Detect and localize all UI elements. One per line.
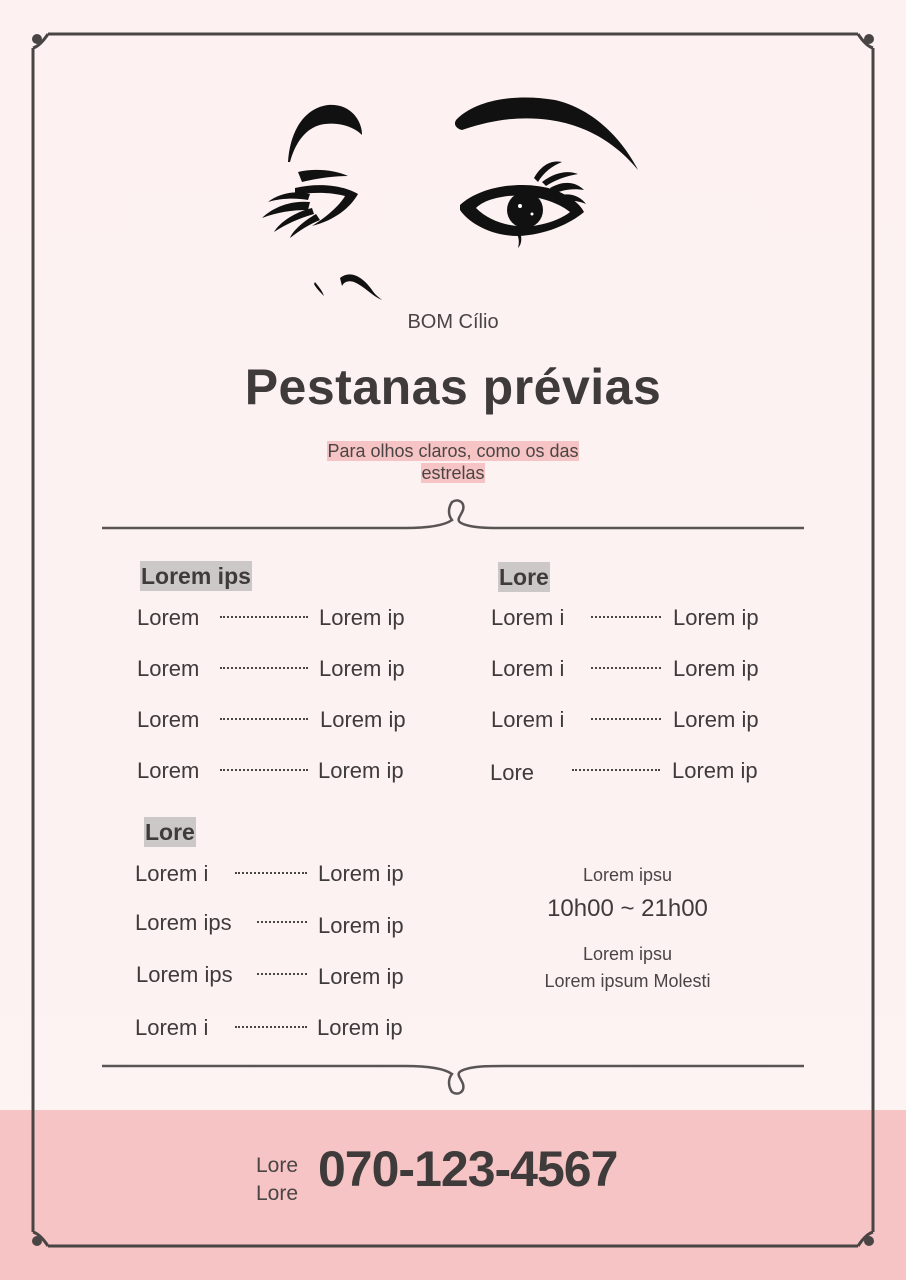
note-label-text: Lorem ipsu: [582, 944, 673, 964]
note-text: [520, 971, 735, 992]
item-name: Lorem i: [491, 605, 565, 630]
dotted-leader: [220, 769, 308, 771]
item-price: Lorem ip: [320, 707, 406, 732]
dotted-leader: [591, 667, 661, 669]
item-name: Lorem ips: [135, 910, 232, 935]
item-price: Lorem ip: [318, 964, 404, 989]
item-name: Lore: [490, 760, 535, 785]
hours-label: [520, 865, 735, 886]
note-text-value: Lorem ipsum Molesti: [544, 971, 711, 991]
dotted-leader: [220, 718, 308, 720]
note-label: [520, 944, 735, 965]
brand-name: BOM Cílio: [407, 311, 499, 333]
section-heading-3: Lore: [145, 819, 195, 845]
item-name: Lorem: [137, 605, 200, 630]
dotted-leader: [591, 718, 661, 720]
item-name: Lorem: [137, 758, 200, 783]
dotted-leader: [235, 872, 307, 874]
dotted-leader: [257, 973, 307, 975]
hours-time-text: 10h00 ~ 21h00: [547, 895, 708, 922]
subtitle-line-2: estrelas: [421, 463, 485, 483]
item-name: Lorem i: [135, 861, 209, 886]
dotted-leader: [257, 921, 307, 923]
item-price: Lorem ip: [673, 707, 759, 732]
item-price: Lorem ip: [672, 758, 758, 783]
item-name: Lorem i: [491, 707, 565, 732]
item-name: Lorem: [137, 707, 200, 732]
phone-label-line-2: Lore: [256, 1182, 299, 1205]
subtitle-line-1: Para olhos claros, como os das: [327, 441, 579, 461]
page-title: Pestanas prévias: [244, 359, 662, 415]
phone-number[interactable]: 070-123-4567: [318, 1141, 618, 1197]
dotted-leader: [591, 616, 661, 618]
dotted-leader: [235, 1026, 307, 1028]
section-heading-2: Lore: [499, 564, 549, 590]
dotted-leader: [220, 616, 308, 618]
item-price: Lorem ip: [318, 758, 404, 783]
item-price: Lorem ip: [319, 605, 405, 630]
item-name: Lorem i: [135, 1015, 209, 1040]
item-price: Lorem ip: [318, 913, 404, 938]
section-heading-1: Lorem ips: [141, 563, 251, 589]
item-price: Lorem ip: [673, 605, 759, 630]
phone-label-line-1: Lore: [256, 1154, 299, 1177]
item-price: Lorem ip: [317, 1015, 403, 1040]
item-name: Lorem i: [491, 656, 565, 681]
item-name: Lorem: [137, 656, 200, 681]
hours-label-text: Lorem ipsu: [582, 865, 673, 885]
phone-label: [256, 1152, 298, 1208]
item-price: Lorem ip: [673, 656, 759, 681]
dotted-leader: [220, 667, 308, 669]
item-price: Lorem ip: [319, 656, 405, 681]
hours-time: [520, 895, 735, 923]
item-name: Lorem ips: [136, 962, 233, 987]
dotted-leader: [572, 769, 660, 771]
item-price: Lorem ip: [318, 861, 404, 886]
